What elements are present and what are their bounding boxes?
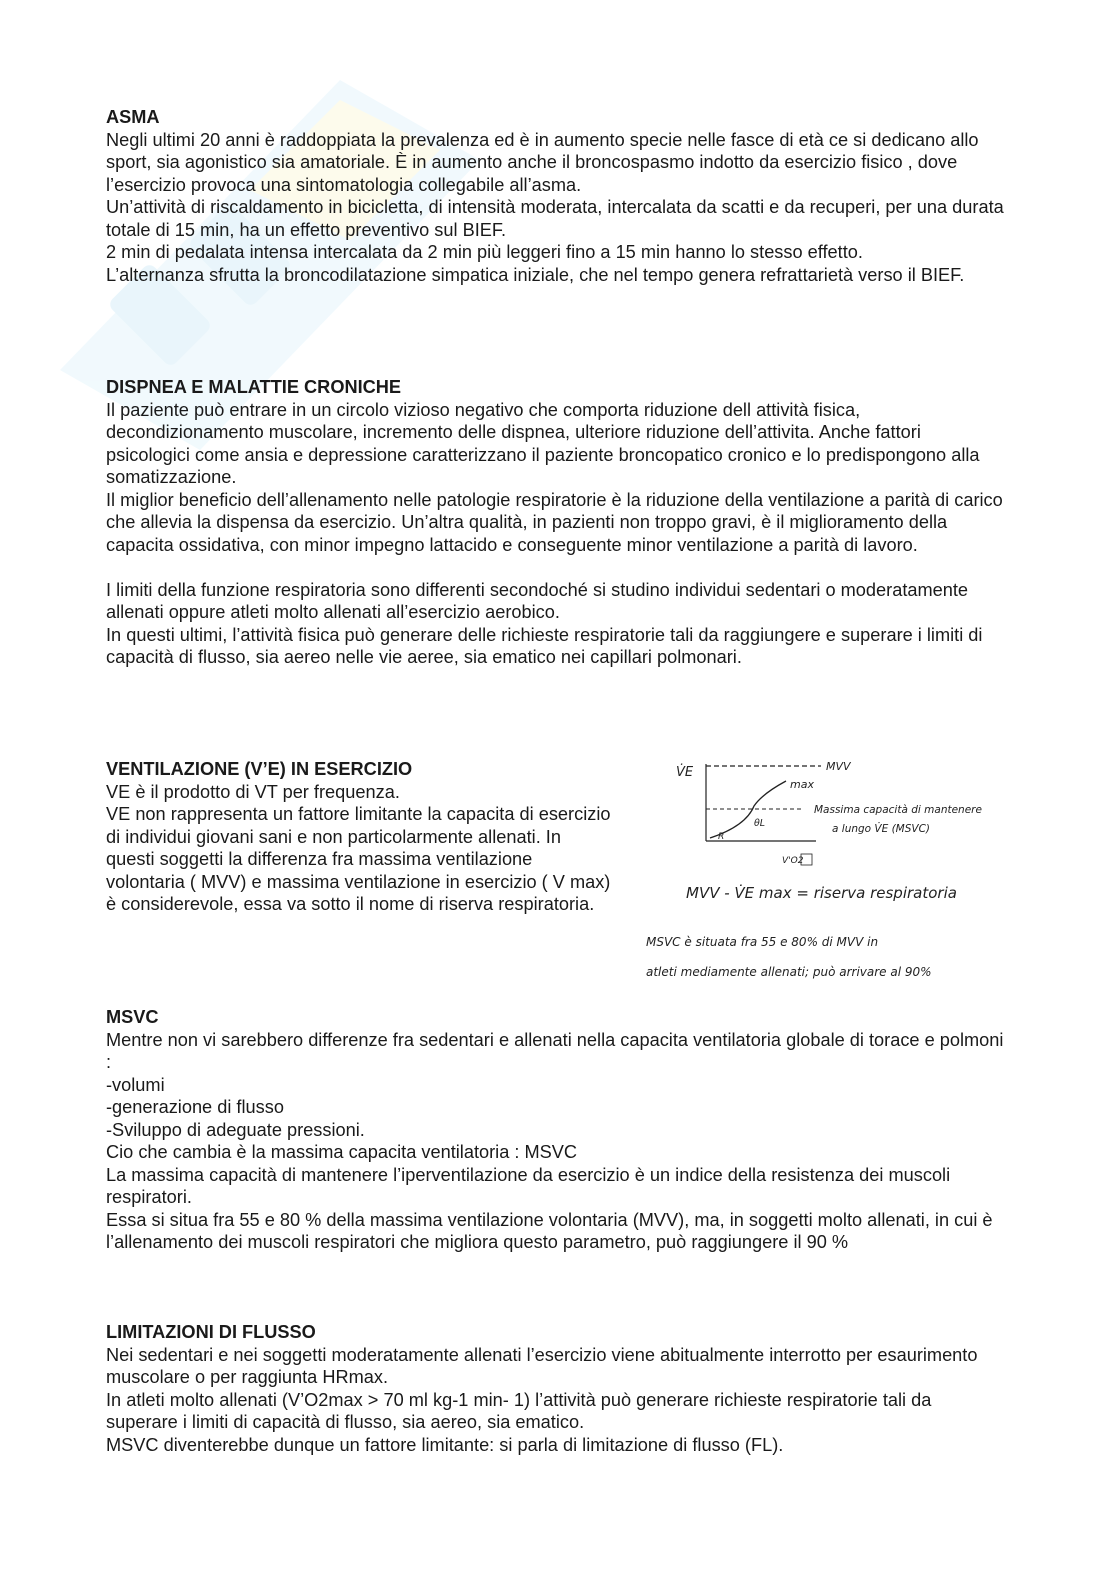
list-item: -volumi (106, 1074, 165, 1095)
paragraph: 2 min di pedalata intensa intercalata da 2 min più leggeri fino a 15 min hanno lo stesso effetto. (106, 242, 863, 262)
sketch-r-label: R (718, 832, 725, 842)
section-asma (106, 106, 1006, 286)
sketch-bl-label: θL (754, 818, 766, 829)
paragraph: La massima capacità di mantenere l’iperventilazione da esercizio è un indice della resistenza dei muscoli respiratori. (106, 1164, 951, 1207)
paragraph: I limiti della funzione respiratoria sono differenti secondoché si studino individui sedentari o moderatamente allenati oppure atleti molto allenati all’esercizio aerobico. (106, 579, 969, 622)
paragraph: Cio che cambia è la massima capacita ventilatoria : MSVC (106, 1142, 578, 1162)
section-dispnea (106, 376, 1006, 669)
paragraph: L’alternanza sfrutta la broncodilatazione simpatica iniziale, che nel tempo genera refrattarietà verso il BIEF. (106, 264, 965, 285)
sketch-y-label: V̇E (676, 765, 694, 780)
section-title: ASMA (106, 107, 160, 127)
section-flusso (106, 1321, 1006, 1456)
sketch-mvv-label: MVV (826, 760, 851, 773)
sketch-note-1: MSVC è situata fra 55 e 80% di MVV in (646, 935, 879, 949)
section-ventilazione (106, 758, 612, 916)
paragraph: In questi ultimi, l’attività fisica può generare delle richieste respiratorie tali da raggiungere e superare i limiti di capacità di flusso, sia aereo nelle vie aeree, sia ematico nei capillari polmonari. (106, 624, 983, 667)
paragraph: VE non rappresenta un fattore limitante la capacita di esercizio di individui giovani sani e non particolarmente allenati. In questi soggetti la differenza fra massima ventilazione volontaria ( MVV) e massima ventilazione in esercizio ( V max) è considerevole, essa va sotto il nome di riserva respiratoria. (106, 804, 611, 914)
sketch-max-label: max (790, 778, 814, 791)
section-title: VENTILAZIONE (V’E) IN ESERCIZIO (106, 759, 413, 779)
paragraph: VE è il prodotto di VT per frequenza. (106, 781, 400, 802)
paragraph: Negli ultimi 20 anni è raddoppiata la prevalenza ed è in aumento specie nelle fasce di età ce si dedicano allo sport, sia agonistico sia amatoriale. È in aumento anche il broncospasmo indotto da esercizio fisico , dove l’esercizio provoca una sintomatologia collegabile all’asma. (106, 129, 979, 195)
paragraph: Mentre non vi sarebbero differenze fra sedentari e allenati nella capacita ventilatoria globale di torace e polmoni : (106, 1029, 1004, 1072)
paragraph: Essa si situa fra 55 e 80 % della massima ventilazione volontaria (MVV), ma, in soggetti molto allenati, in cui è l’allenamento dei muscoli respiratori che migliora questo parametro, può raggiungere il 90 % (106, 1209, 993, 1252)
sketch-msvc-label-2: a lungo V̇E (MSVC) (832, 823, 931, 835)
paragraph: Un’attività di riscaldamento in bicicletta, di intensità moderata, intercalata da scatti e da recuperi, per una durata totale di 15 min, ha un effetto preventivo sul BIEF. (106, 197, 1004, 240)
sketch-x-label: V'O2 (782, 856, 804, 866)
section-title: DISPNEA E MALATTIE CRONICHE (106, 377, 402, 397)
list-item: -Sviluppo di adeguate pressioni. (106, 1119, 365, 1140)
section-title: MSVC (106, 1007, 159, 1027)
paragraph: Nei sedentari e nei soggetti moderatamente allenati l’esercizio viene abitualmente interrotto per esaurimento muscolare o per raggiunta HRmax. (106, 1344, 978, 1387)
sketch-note-2: atleti mediamente allenati; può arrivare al 90% (646, 965, 932, 979)
section-msvc (106, 1006, 1006, 1254)
ventilation-sketch (636, 746, 1016, 986)
sketch-msvc-label-1: Massima capacità di mantenere (814, 804, 982, 816)
paragraph: Il miglior beneficio dell’allenamento nelle patologie respiratorie è la riduzione della ventilazione a parità di carico che allevia la dispensa da esercizio. Un’altra qualità, in pazienti non troppo gravi, è il miglioramento della capacita ossidativa, con minor impegno lattacido e conseguente minor ventilazione a parità di lavoro. (106, 489, 1003, 555)
list-item: -generazione di flusso (106, 1097, 284, 1117)
paragraph: In atleti molto allenati (V’O2max > 70 ml kg-1 min- 1) l’attività può generare richieste respiratorie tali da superare i limiti di capacità di flusso, sia aereo, sia ematico. (106, 1389, 932, 1432)
paragraph: Il paziente può entrare in un circolo vizioso negativo che comporta riduzione dell attività fisica, decondizionamento muscolare, incremento delle dispnea, ulteriore riduzione dell’attivita. Anche fattori psicologici come ansia e depressione caratterizzano il paziente broncopatico cronico e lo predispongono alla somatizzazione. (106, 399, 980, 487)
section-title: LIMITAZIONI DI FLUSSO (106, 1322, 316, 1342)
sketch-formula: MVV - V̇E max = riserva respiratoria (686, 884, 957, 902)
paragraph: MSVC diventerebbe dunque un fattore limitante: si parla di limitazione di flusso (FL). (106, 1434, 784, 1455)
